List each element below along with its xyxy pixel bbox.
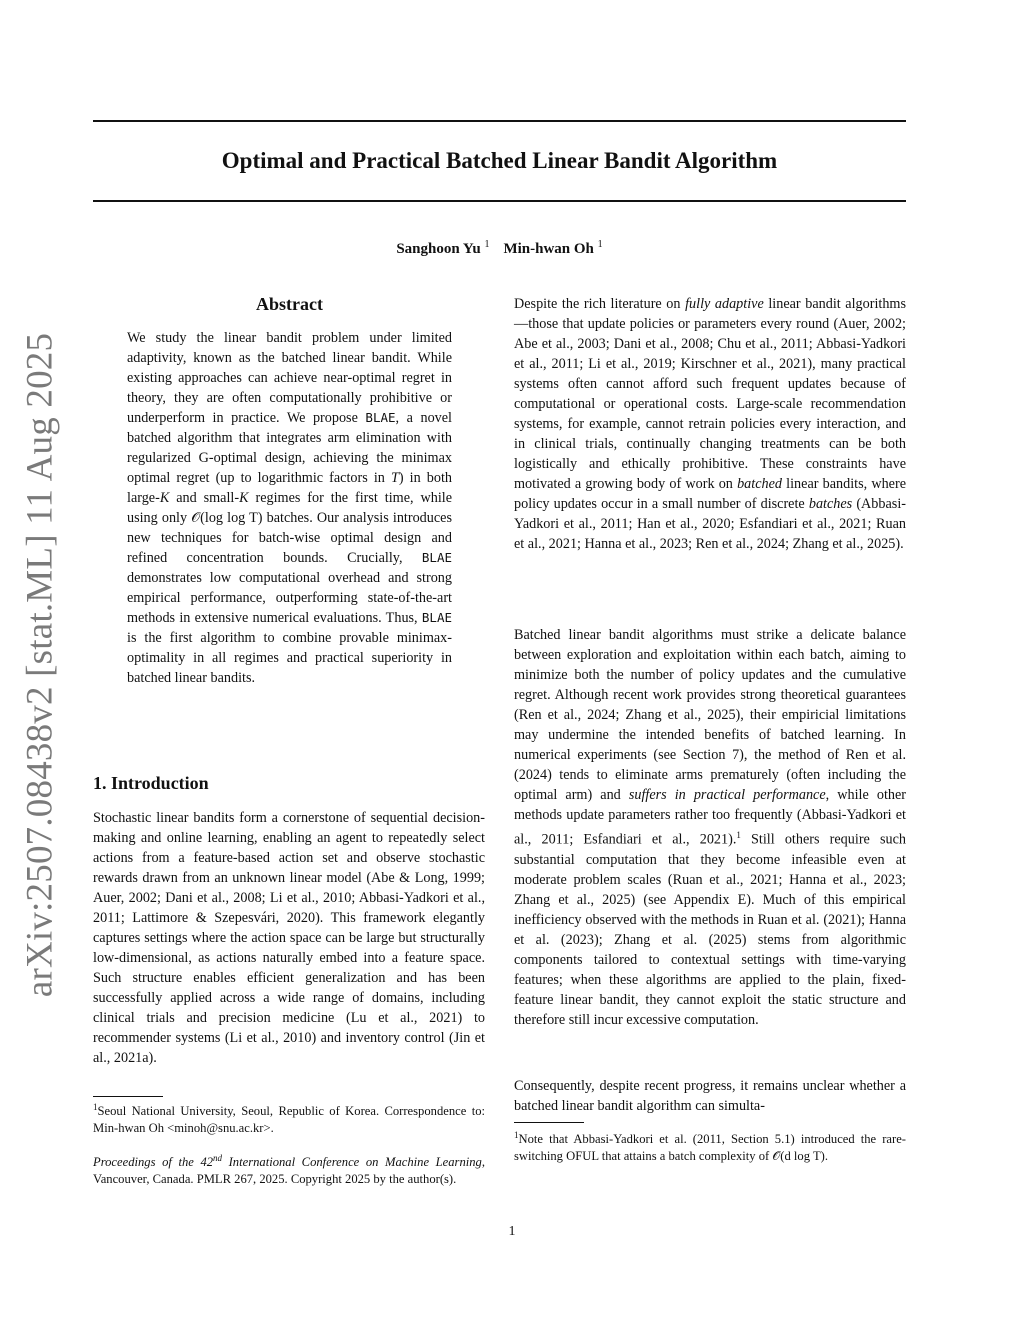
algorithm-name: BLAE	[421, 610, 452, 625]
author-name: Min-hwan Oh	[503, 241, 594, 257]
footnote-1: $^1$Note that Abbasi-Yadkori et al. (2011, Section 5.1) introduced the rare-switching OFUL that attains a batch complexity of 𝒪(d log T).	[514, 1130, 906, 1164]
intro-paragraph-2: Despite the rich literature on fully adaptive linear bandit algorithms—those that update policies or parameters every round (Auer, 2002; Abe et al., 2003; Dani et al., 2008; Chu et al., 2011; Abbasi-Yadkori et al., 2011; Li et al., 2019; Kirschner et al., 2021), many practical systems often cannot afford such frequent updates because of computational or operational costs. Large-scale recommendation systems, for example, cannot retrain policies every interaction, and in clinical trials, continually changing treatments can be both logistically and ethically prohibitive. These constraints have motivated a growing body of work on batched linear bandits, where policy updates occur in a small number of discrete batches (Abbasi-Yadkori et al., 2011; Han et al., 2020; Esfandiari et al., 2021; Ruan et al., 2021; Hanna et al., 2023; Ren et al., 2024; Zhang et al., 2025).	[514, 296, 907, 552]
complexity-expression: 𝒪(d log T)	[772, 1149, 825, 1164]
paper-title: Optimal and Practical Batched Linear Bandit Algorithm	[221, 148, 778, 173]
complexity-expression: 𝒪(log log T)	[191, 510, 263, 526]
footnote-rule	[93, 1096, 163, 1097]
title-bottom-rule	[93, 200, 906, 202]
title-top-rule	[93, 120, 906, 122]
affiliation-mark: 1	[597, 239, 603, 250]
proceedings-note: Proceedings of the 42nd International Conference on Machine Learning, Vancouver, Canada. PMLR 267, 2025. Copyright 2025 by the author(s).	[93, 1153, 485, 1187]
algorithm-name: BLAE	[421, 550, 452, 565]
intro-paragraph-4: Consequently, despite recent progress, it remains unclear whether a batched linear bandit algorithm can simulta-	[514, 1078, 906, 1114]
abstract-heading: Abstract	[256, 294, 323, 314]
arxiv-identifier: arXiv:2507.08438v2 [stat.ML] 11 Aug 2025	[19, 332, 61, 998]
author-name: Sanghoon Yu	[396, 241, 481, 257]
intro-paragraph-3: Batched linear bandit algorithms must strike a delicate balance between exploration and exploitation within each batch, aiming to minimize both the number of policy updates and the cumulative regret. Although recent work provides strong theoretical guarantees (Ren et al., 2024; Zhang et al., 2025), their empiricial limitations may undermine the intended benefits of batched learning. In numerical experiments (see Section 7), the method of Ren et al. (2024) tends to eliminate arms prematurely (often including the optimal arm) and suffers in practical performance, while other methods update parameters rather too frequently (Abbasi-Yadkori et al., 2011; Esfandiari et al., 2021).$^1$ Still others require such substantial computation that they become infeasible even at moderate problem scales (Ruan et al., 2021; Hanna et al., 2023; Zhang et al., 2025) (see Appendix E). Much of this empirical inefficiency observed with the methods in Ruan et al. (2021); Hanna et al. (2023); Zhang et al. (2025) stems from algorithmic components tailored to contextual settings with time-varying features; when these algorithms are applied to the plain, fixed-feature linear bandit, they cannot exploit the static structure and therefore still incur excessive computation.	[514, 627, 906, 1028]
algorithm-name: BLAE	[365, 410, 396, 425]
affiliation-mark: 1	[484, 239, 490, 250]
page-number: 1	[508, 1224, 516, 1239]
intro-paragraph-1: Stochastic linear bandits form a cornerstone of sequential decision-making and online learning, enabling an agent to repeatedly select actions from a feature-based action set and observe stochastic rewards drawn from an unknown linear model (Abe & Long, 1999; Auer, 2002; Dani et al., 2008; Li et al., 2010; Abbasi-Yadkori et al., 2011; Lattimore & Szepesvári, 2020). This framework elegantly captures settings where the action space can be large but structurally low-dimensional, as actions naturally embed into a feature space. Such structure enables efficient generalization and has been successfully applied across a wide range of domains, including clinical trials and precision medicine (Lu et al., 2021) to recommender systems (Li et al., 2010) and inventory control (Jin et al., 2021a).	[93, 810, 485, 1066]
footnote-ref: 1	[736, 830, 741, 840]
author-list	[93, 235, 906, 259]
section-heading-introduction: 1. Introduction	[93, 773, 209, 793]
abstract-text: We study the linear bandit problem under limited adaptivity, known as the batched linear bandit. While existing approaches can achieve near-optimal regret in theory, they are often computationally prohibitive or underperform in practice. We propose BLAE, a novel batched algorithm that integrates arm elimination with regularized G-optimal design, achieving the minimax optimal regret (up to logarithmic factors in T) in both large-K and small-K regimes for the first time, while using only 𝒪(log log T) batches. Our analysis introduces new techniques for batch-wise optimal design and refined concentration bounds. Crucially, BLAE demonstrates low computational overhead and strong empirical performance, outperforming state-of-the-art methods in extensive numerical evaluations. Thus, BLAE is the first algorithm to combine provable minimax-optimality in all regimes and practical superiority in batched linear bandits.	[127, 330, 452, 686]
affiliation-footnote: $^1$Seoul National University, Seoul, Republic of Korea. Correspondence to: Min-hwan Oh <minoh@snu.ac.kr>.	[93, 1102, 485, 1136]
footnote-rule	[514, 1122, 584, 1123]
